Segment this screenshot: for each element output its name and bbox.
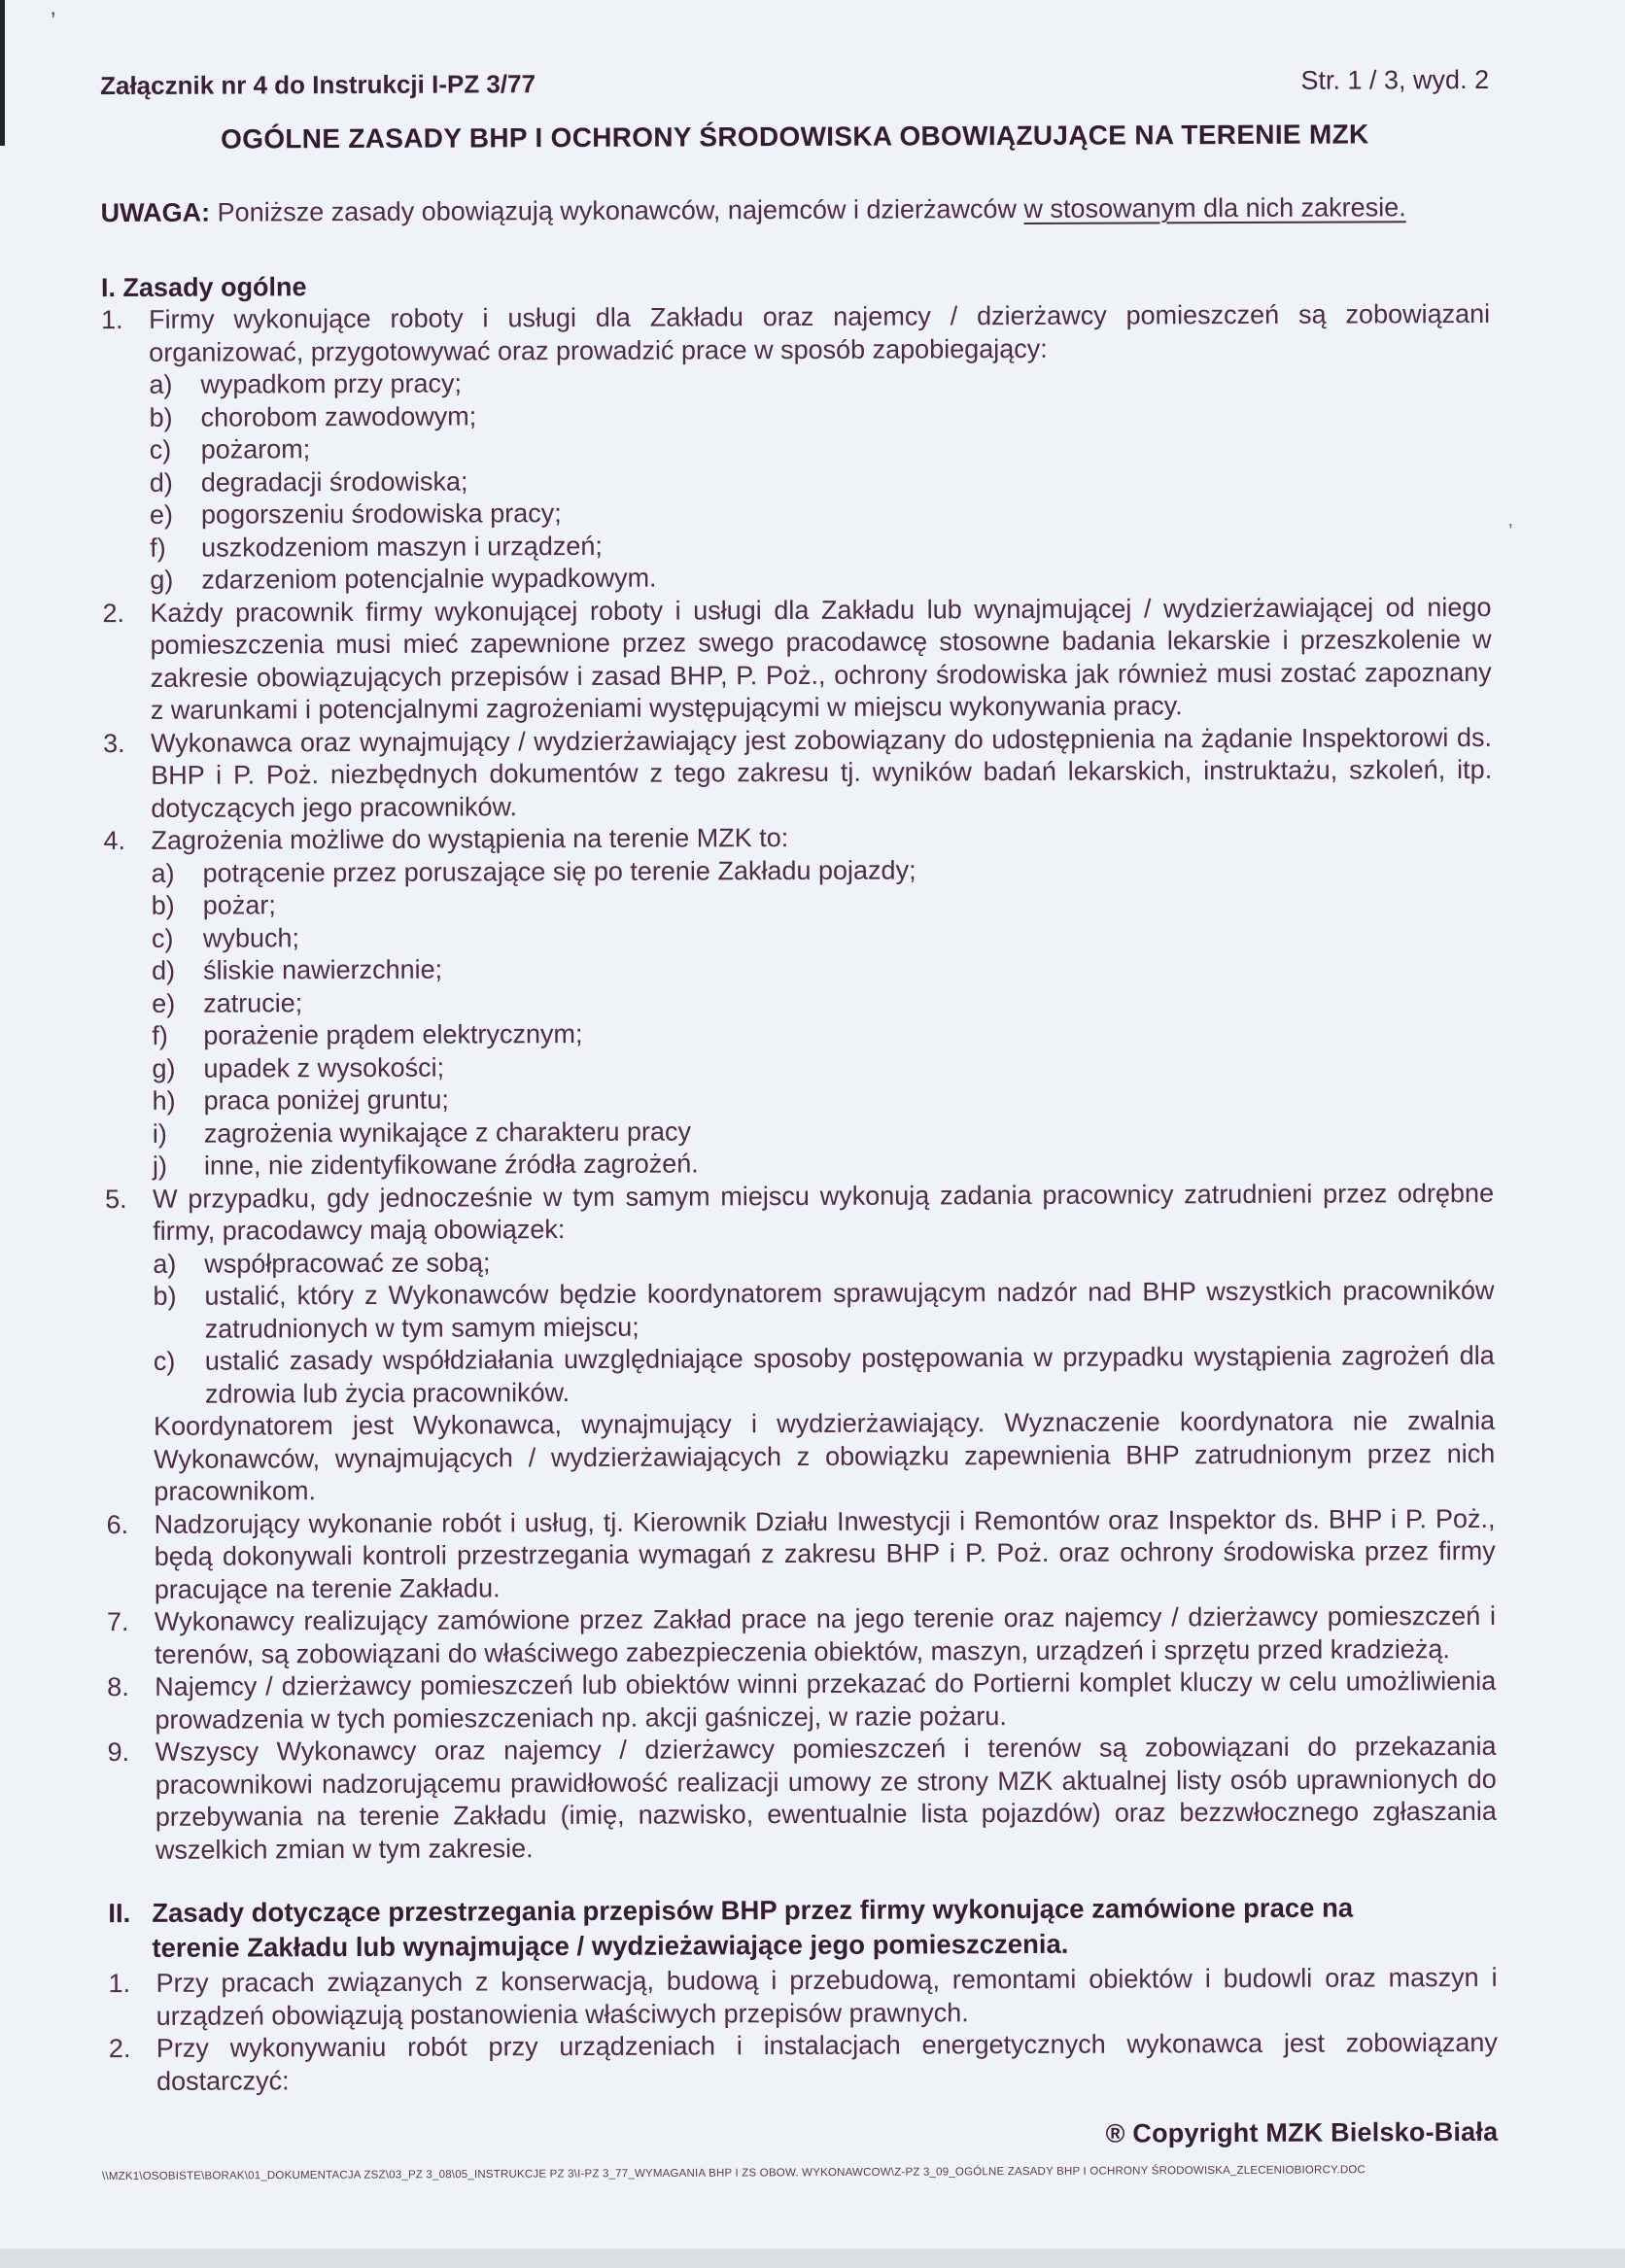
- notice-text: Poniższe zasady obowiązują wykonawców, najemców i dzierżawców: [210, 193, 1024, 227]
- file-path-footer: \\MZK1\OSOBISTE\BORAK\01_DOKUMENTACJA ZSZ\03_PZ 3_08\05_INSTRUKCJE PZ 3\I-PZ 3_77_WYMAGANIA BHP I ZS OBOW. WYKONAWCOW\Z-PZ 3_09_OGÓLNE ZASADY BHP I OCHRONY ŚRODOWISKA_ZLECENIOBIORCY.DOC: [102, 2164, 1366, 2182]
- list-item-9: 9. Wszyscy Wykonawcy oraz najemcy / dzierżawcy pomieszczeń i terenów są zobowiązani do przekazania pracownikowi nadzorującemu prawidłowość realizacji umowy ze strony MZK aktualnej listy osób uprawnionych do przebywania na terenie Zakładu (imię, nazwisko, ewentualnie lista pojazdów) oraz bezzwłocznego zgłaszania wszelkich zmian w tym zakresie.: [107, 1731, 1497, 1865]
- list-item-7: 7. Wykonawcy realizujący zamówione przez Zakład prace na jego terenie oraz najemcy / dzierżawcy pomieszczeń i terenów, są zobowiązani do właściwego zabezpieczenia obiektów, maszyn, urządzeń i sprzętu przed kradzieżą.: [106, 1600, 1497, 1669]
- s2-list-item-2: 2. Przy wykonywaniu robót przy urządzeniach i instalacjach energetycznych wykonawca jest zobowiązany dostarczyć:: [108, 2027, 1498, 2096]
- section-1-heading: I. Zasady ogólne: [100, 272, 307, 303]
- notice-line: [101, 192, 1490, 228]
- subitem-4e: e) zatrucie;: [152, 987, 303, 1018]
- subitem-4j: j) inne, nie zidentyfikowane źródła zagrożeń.: [152, 1149, 699, 1181]
- subitem-4i: i) zagrożenia wynikające z charakteru pracy: [152, 1116, 692, 1149]
- subitem-4f: f) porażenie prądem elektrycznym;: [152, 1018, 583, 1050]
- subitem-4c: c) wybuch;: [151, 922, 300, 953]
- copyright-line: ® Copyright MZK Bielsko-Biała: [1105, 2116, 1499, 2148]
- notice-underlined-phrase: w stosowanym dla nich zakresie.: [1023, 192, 1406, 223]
- subitem-5a: a) współpracować ze sobą;: [153, 1247, 491, 1279]
- subitem-4h: h) praca poniżej gruntu;: [152, 1084, 449, 1116]
- s2-list-item-1: 1. Przy pracach związanych z konserwacją, budową i przebudową, remontami obiektów i budowli oraz maszyn i urządzeń obowiązują postanowienia właściwych przepisów prawnych.: [108, 1962, 1498, 2031]
- section-2-heading: II. Zasady dotyczące przestrzegania przepisów BHP przez firmy wykonujące zamówione prace na terenie Zakładu lub wynajmujące / wydzieżawiające jego pomieszczenia.: [108, 1892, 1354, 1963]
- subitem-4b: b) pożar;: [151, 890, 276, 920]
- subitem-1d: d) degradacji środowiska;: [149, 465, 468, 498]
- section-2-list: [109, 1962, 1499, 2098]
- subitem-1g: g) zdarzeniom potencjalnie wypadkowym.: [150, 563, 657, 595]
- subitem-5c: c) ustalić zasady współdziałania uwzględniające sposoby postępowania w przypadku wystąpienia zagrożeń dla zdrowia lub życia pracowników.: [153, 1340, 1495, 1409]
- list-item-3: 3. Wykonawca oraz wynajmujący / wydzierżawiający jest zobowiązany do udostępnienia na żądanie Inspektorowi ds. BHP i P. Poż. niezbędnych dokumentów z tego zakresu tj. wyników badań lekarskich, instruktażu, szkoleń, itp. dotyczących jego pracowników.: [102, 722, 1493, 823]
- document-header: [100, 65, 1489, 101]
- subitem-5b: b) ustalić, który z Wykonawców będzie koordynatorem sprawującym nadzór nad BHP wszystkich pracowników zatrudnionych w tym samym miejscu;: [153, 1275, 1495, 1344]
- list-item-2: 2. Każdy pracownik firmy wykonującej roboty i usługi dla Zakładu lub wynajmującej / wydzierżawiającej od niego pomieszczenia musi mieć zapewnione przez swego pracodawcę stosowne badania lekarskie i przeszkolenie w zakresie obowiązujących przepisów i zasad BHP, P. Poż., ochrony środowiska jak również musi zostać zapoznany z warunkami i potencjalnymi zagrożeniami występującymi w miejscu wykonywania pracy.: [102, 592, 1492, 725]
- scan-bottom-band: [0, 2249, 1625, 2268]
- page-number: Str. 1 / 3, wyd. 2: [1300, 64, 1490, 95]
- document-content: [100, 65, 1498, 2153]
- list-item-6: 6. Nadzorujący wykonanie robót i usług, tj. Kierownik Działu Inwestycji i Remontów oraz Inspektor ds. BHP i P. Poż., będą dokonywali kontroli przestrzegania wymagań z zakresu BHP i P. Poż. oraz ochrony środowiska przez firmy pracujące na terenie Zakładu.: [106, 1503, 1496, 1604]
- coordinator-note: Koordynatorem jest Wykonawca, wynajmujący i wydzierżawiający. Wyznaczenie koordynatora nie zwalnia Wykonawców, wynajmujących / wydzierżawiających z obowiązku zapewnienia BHP zatrudnionym przez nich pracownikom.: [154, 1405, 1496, 1506]
- notice-label: UWAGA:: [100, 197, 211, 228]
- document-title: OGÓLNE ZASADY BHP I OCHRONY ŚRODOWISKA OBOWIĄZUJĄCE NA TERENIE MZK: [221, 119, 1369, 155]
- scan-speck: ’: [51, 8, 56, 34]
- list-item-8: 8. Najemcy / dzierżawcy pomieszczeń lub obiektów winni przekazać do Portierni komplet kluczy w celu umożliwienia prowadzenia w tych pomieszczeniach np. akcji gaśniczej, w razie pożaru.: [107, 1666, 1497, 1735]
- scan-speck: ’: [1508, 521, 1513, 542]
- scan-edge-artifact: [0, 0, 5, 146]
- list-item-4: 4. Zagrożenia możliwe do wystąpienia na terenie MZK to:: [103, 823, 789, 856]
- subitem-1e: e) pogorszeniu środowiska pracy;: [149, 498, 562, 530]
- subitem-1a: a) wypadkom przy pracy;: [149, 368, 463, 399]
- subitem-4a: a) potrącenie przez poruszające się po terenie Zakładu pojazdy;: [151, 854, 916, 888]
- subitem-1f: f) uszkodzeniom maszyn i urządzeń;: [150, 531, 603, 563]
- list-item-1: 1. Firmy wykonujące roboty i usługi dla Zakładu oraz najemcy / dzierżawcy pomieszczeń są zobowiązani organizować, przygotowywać oraz prowadzić prace w sposób zapobiegający:: [101, 298, 1491, 367]
- subitem-1c: c) pożarom;: [149, 434, 311, 464]
- list-item-5: 5. W przypadku, gdy jednocześnie w tym samym miejscu wykonują zadania pracownicy zatrudnieni przez odrębne firmy, pracodawcy mają obowiązek:: [105, 1178, 1495, 1246]
- attachment-reference: Załącznik nr 4 do Instrukcji I-PZ 3/77: [100, 69, 536, 101]
- section-1-list: [101, 298, 1497, 1867]
- subitem-4d: d) śliskie nawierzchnie;: [151, 954, 443, 985]
- subitem-1b: b) chorobom zawodowym;: [149, 400, 477, 432]
- subitem-4g: g) upadek z wysokości;: [152, 1052, 445, 1083]
